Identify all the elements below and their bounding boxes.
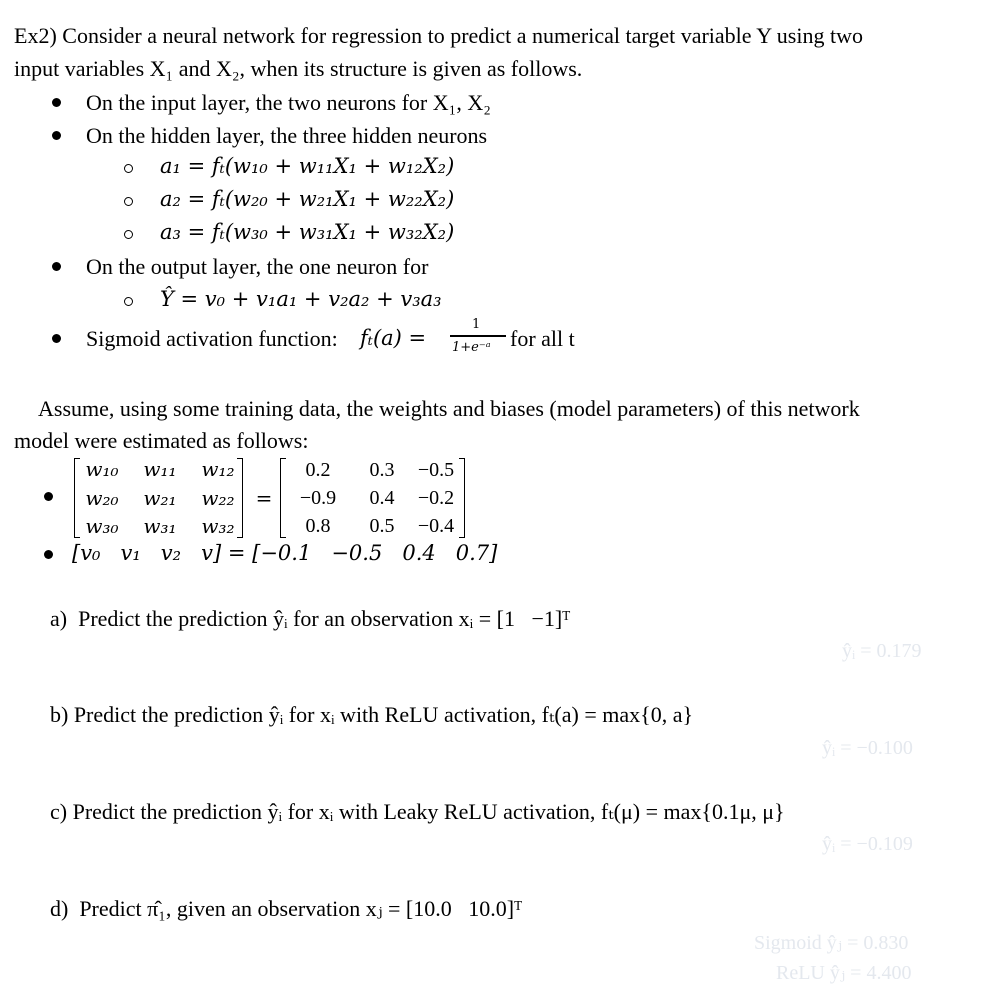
bullet-dot (44, 492, 53, 501)
bullet-dot (52, 131, 61, 140)
bullet-dot (52, 98, 61, 107)
answer-d-sigmoid-faint: Sigmoid ŷⱼ = 0.830 (754, 932, 909, 954)
bias-vector-equation: [v₀ v₁ v₂ v] = [−0.1 −0.5 0.4 0.7] (72, 541, 498, 565)
equation-a3: a₃ = fₜ(w₃₀ + w₃₁X₁ + w₃₂X₂) (160, 220, 455, 244)
sub-bullet-circle (124, 197, 133, 206)
sigmoid-numerator: 1 (472, 317, 481, 332)
weight-symbol: w₁₂ (201, 457, 235, 481)
weight-symbol: w₃₁ (143, 514, 177, 538)
sigmoid-lhs: fₜ(a) = (360, 326, 427, 350)
sub-bullet-circle (124, 297, 133, 306)
weight-value: 0.3 (369, 459, 395, 481)
fraction-bar (450, 335, 506, 337)
equation-yhat: Ŷ = v₀ + v₁a₁ + v₂a₂ + v₃a₃ (160, 287, 442, 311)
sub-bullet-circle (124, 230, 133, 239)
weight-symbol: w₃₂ (201, 514, 235, 538)
bullet-output-layer: On the output layer, the one neuron for (86, 254, 429, 279)
sigmoid-suffix: for all t (510, 326, 575, 351)
weight-symbol: w₂₂ (201, 486, 235, 510)
bullet-hidden-layer: On the hidden layer, the three hidden neurons (86, 123, 488, 148)
sigmoid-label: Sigmoid activation function: (86, 326, 338, 351)
weight-value: −0.5 (417, 459, 455, 481)
weight-value: 0.2 (305, 459, 331, 481)
equation-a1: a₁ = fₜ(w₁₀ + w₁₁X₁ + w₁₂X₂) (160, 154, 455, 178)
equation-a2: a₂ = fₜ(w₂₀ + w₂₁X₁ + w₂₂X₂) (160, 187, 455, 211)
question-b: b) Predict the prediction ŷᵢ for xᵢ with ReLU activation, fₜ(a) = max{0, a} (50, 702, 694, 727)
weight-value: 0.8 (305, 515, 331, 537)
sigmoid-denominator: 1+e⁻ᵃ (452, 340, 491, 355)
question-d: d) Predict π̂₁, given an observation xⱼ = [10.0 10.0]ᵀ (50, 896, 523, 921)
bullet-dot (44, 550, 53, 559)
bullet-input-layer: On the input layer, the two neurons for X₁, X₂ (86, 90, 491, 115)
weight-symbol: w₁₁ (143, 457, 177, 481)
assume-line-1: Assume, using some training data, the weights and biases (model parameters) of this network (38, 396, 860, 421)
weight-value: −0.2 (417, 487, 455, 509)
answer-c-faint: ŷᵢ = −0.109 (822, 833, 913, 855)
left-bracket (280, 458, 286, 538)
answer-d-relu-faint: ReLU ŷⱼ = 4.400 (776, 962, 912, 984)
weight-value: −0.9 (299, 487, 337, 509)
bullet-dot (52, 262, 61, 271)
weight-value: −0.4 (417, 515, 455, 537)
assume-line-2: model were estimated as follows: (14, 428, 309, 453)
weight-value: 0.5 (369, 515, 395, 537)
weight-symbol: w₂₁ (143, 486, 177, 510)
weight-value: 0.4 (369, 487, 395, 509)
weight-symbol: w₃₀ (85, 514, 119, 538)
bullet-dot (52, 334, 61, 343)
weight-symbol: w₁₀ (85, 457, 119, 481)
intro-line-1: Ex2) Consider a neural network for regression to predict a numerical target variable Y using two (14, 23, 863, 48)
answer-b-faint: ŷᵢ = −0.100 (822, 737, 913, 759)
answer-a-faint: ŷᵢ = 0.179 (842, 640, 922, 662)
question-a: a) Predict the prediction ŷᵢ for an observation xᵢ = [1 −1]ᵀ (50, 606, 571, 631)
intro-line-2: input variables X₁ and X₂, when its structure is given as follows. (14, 56, 583, 81)
question-c: c) Predict the prediction ŷᵢ for xᵢ with Leaky ReLU activation, fₜ(μ) = max{0.1μ, μ} (50, 799, 785, 824)
sub-bullet-circle (124, 164, 133, 173)
weight-symbol: w₂₀ (85, 486, 119, 510)
equals-sign: = (255, 486, 273, 510)
